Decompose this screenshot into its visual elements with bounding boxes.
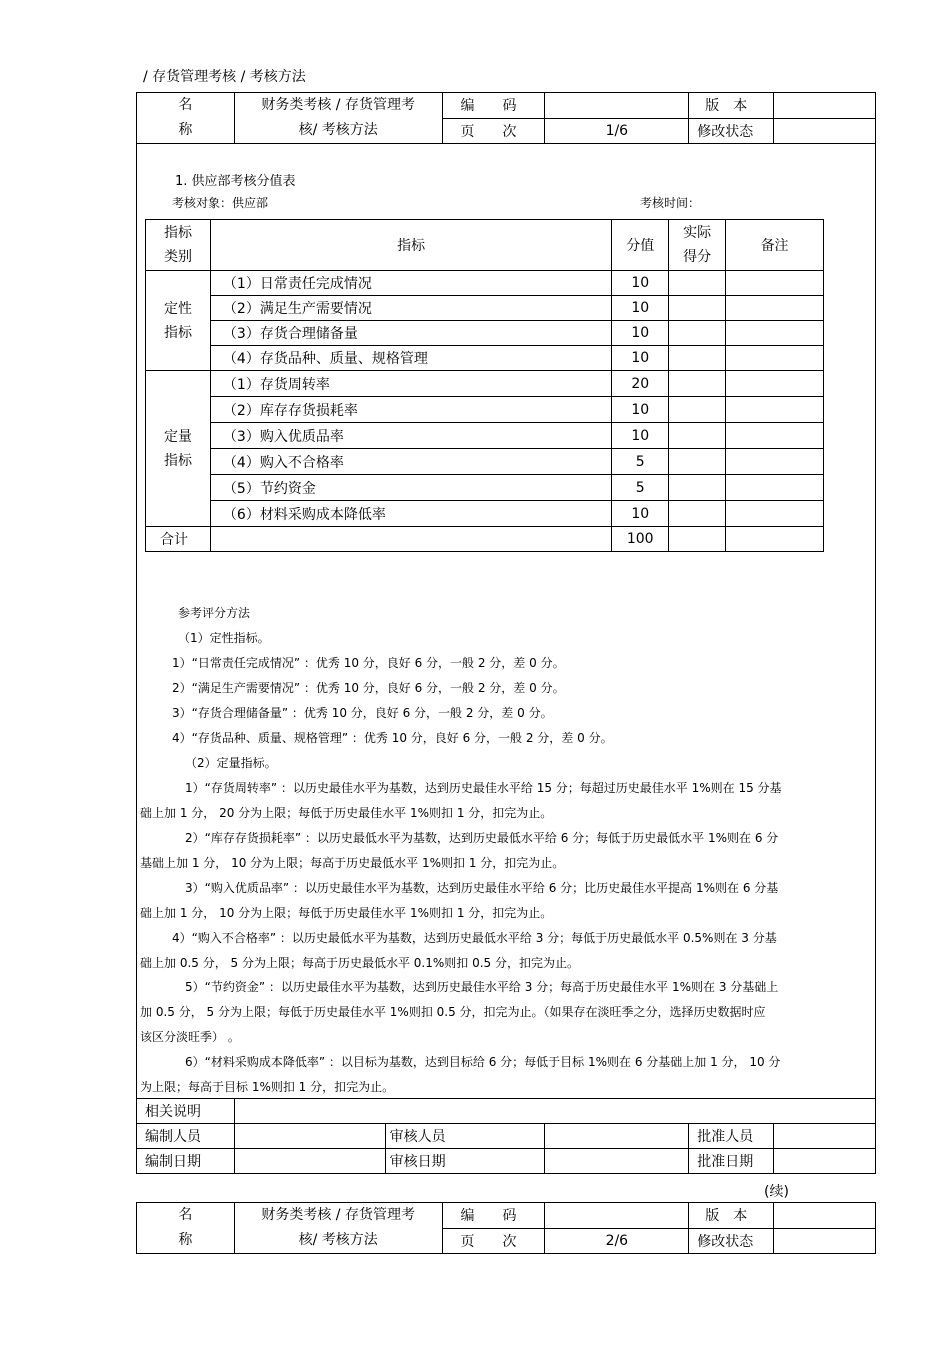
quantitative-line: 1）“存货周转率” ：以历史最佳水平为基数，达到历史最佳水平给 15 分；每超过历史最佳水平 1%则在 15 分基 [185,781,782,795]
breadcrumb: / 存货管理考核 / 考核方法 [143,69,306,85]
quantitative-line: 础上加 1 分， 10 分为上限；每低于历史最佳水平 1%则扣 1 分，扣完为止。 [140,906,553,920]
actual-score [669,501,726,527]
actual-score [669,271,726,296]
author-label: 编制人员 [137,1124,235,1149]
header-actual: 实际 得分 [669,220,726,271]
qualitative-item: 1）“日常责任完成情况” ：优秀 10 分，良好 6 分，一般 2 分，差 0 分。 [172,656,565,670]
total-actual [669,527,726,552]
table-row [146,371,824,397]
quantitative-line: 4）“购入不合格率” ：以历史最低水平为基数，达到历史最低水平给 3 分；每低于历史最低水平 0.5%则在 3 分基 [172,931,777,945]
actual-score [669,346,726,371]
table-row [146,296,824,321]
quantitative-line: 该区分淡旺季） 。 [140,1030,240,1044]
page-label: 页 次 [442,1228,545,1254]
total-indicator [210,527,611,552]
name-label: 名 称 [137,93,235,144]
total-label: 合计 [146,527,211,552]
indicator-score: 10 [612,501,669,527]
page-value: 1/6 [545,118,689,144]
header-score: 分值 [612,220,669,271]
revision-label: 修改状态 [689,118,774,144]
indicator-score: 10 [612,296,669,321]
indicator-score: 20 [612,371,669,397]
version-value [774,93,876,119]
indicator-name: （2）满足生产需要情况 [210,296,611,321]
remark [726,371,824,397]
document-header-table-continued [136,1202,876,1254]
indicator-name: （1）日常责任完成情况 [210,271,611,296]
indicator-name: （3）购入优质品率 [210,423,611,449]
score-table [145,219,824,552]
signoff-table [136,1098,876,1174]
remark [726,423,824,449]
assessment-time: 考核时间： [640,196,701,210]
table-row [146,501,824,527]
section-title: 1. 供应部考核分值表 [175,174,296,189]
remark [726,449,824,475]
remark [726,321,824,346]
quantitative-line: 基础上加 1 分， 10 分为上限；每高于历史最低水平 1%则扣 1 分，扣完为止。 [140,856,565,870]
indicator-score: 10 [612,397,669,423]
approver-value [774,1124,876,1149]
indicator-name: （4）购入不合格率 [210,449,611,475]
quantitative-line: 2）“库存存货损耗率” ：以历史最低水平为基数，达到历史最低水平给 6 分；每低于历史最低水平 1%则在 6 分 [185,831,779,845]
author-date-value [234,1149,385,1174]
document-title: 财务类考核 / 存货管理考 核/ 考核方法 [234,93,442,144]
name-label: 名 称 [137,1203,235,1254]
related-value [234,1099,875,1124]
indicator-score: 10 [612,423,669,449]
indicator-score: 10 [612,346,669,371]
quantitative-heading: （2）定量指标。 [185,756,277,770]
version-value [774,1203,876,1229]
quantitative-line: 础上加 0.5 分， 5 分为上限；每高于历史最低水平 0.1%则扣 0.5 分，扣完为止。 [140,956,579,970]
review-date-value [545,1149,689,1174]
remark [726,346,824,371]
indicator-score: 10 [612,271,669,296]
table-row [146,475,824,501]
qualitative-heading: （1）定性指标。 [178,631,270,645]
indicator-name: （1）存货周转率 [210,371,611,397]
revision-value [774,118,876,144]
header-category: 指标 类别 [146,220,211,271]
qualitative-item: 2）“满足生产需要情况” ：优秀 10 分，良好 6 分，一般 2 分，差 0 分。 [172,681,565,695]
qualitative-item: 4）“存货品种、质量、规格管理” ：优秀 10 分，良好 6 分，一般 2 分，差 0 分。 [172,731,613,745]
review-date-label: 审核日期 [385,1149,545,1174]
total-score: 100 [612,527,669,552]
table-row [146,271,824,296]
quantitative-line: 6）“材料采购成本降低率” ：以目标为基数，达到目标给 6 分；每低于目标 1%则在 6 分基础上加 1 分， 10 分 [185,1055,781,1069]
quantitative-line: 5）“节约资金” ：以历史最佳水平为基数，达到历史最佳水平给 3 分；每高于历史最佳水平 1%则在 3 分基础上 [185,980,779,994]
indicator-name: （5）节约资金 [210,475,611,501]
version-label: 版 本 [689,1203,774,1229]
indicator-score: 10 [612,321,669,346]
approver-label: 批准人员 [689,1124,774,1149]
table-row [146,449,824,475]
header-remark: 备注 [726,220,824,271]
actual-score [669,449,726,475]
author-date-label: 编制日期 [137,1149,235,1174]
indicator-score: 5 [612,475,669,501]
document-title: 财务类考核 / 存货管理考 核/ 考核方法 [234,1203,442,1254]
assessment-target: 考核对象：供应部 [172,196,269,210]
quantitative-category: 定量 指标 [146,371,211,527]
version-label: 版 本 [689,93,774,119]
actual-score [669,371,726,397]
code-value [545,1203,689,1229]
qualitative-category: 定性 指标 [146,271,211,371]
actual-score [669,321,726,346]
document-header-table [136,92,876,144]
related-label: 相关说明 [137,1099,235,1124]
table-row [146,346,824,371]
remark [726,271,824,296]
remark [726,397,824,423]
table-row [146,397,824,423]
page-value: 2/6 [545,1228,689,1254]
code-label: 编 码 [442,1203,545,1229]
reviewer-value [545,1124,689,1149]
indicator-score: 5 [612,449,669,475]
approve-date-value [774,1149,876,1174]
actual-score [669,423,726,449]
indicator-name: （2）库存存货损耗率 [210,397,611,423]
method-title: 参考评分方法 [178,606,251,620]
actual-score [669,296,726,321]
quantitative-line: 3）“购入优质品率” ：以历史最佳水平为基数，达到历史最佳水平给 6 分；比历史最佳水平提高 1%则在 6 分基 [185,881,779,895]
qualitative-item: 3）“存货合理储备量” ：优秀 10 分，良好 6 分，一般 2 分，差 0 分。 [172,706,553,720]
total-row [146,527,824,552]
actual-score [669,397,726,423]
revision-value [774,1228,876,1254]
quantitative-line: 加 0.5 分， 5 分为上限；每低于历史最佳水平 1%则扣 0.5 分，扣完为止。（如果存在淡旺季之分，选择历史数据时应 [140,1005,766,1019]
table-row [146,423,824,449]
quantitative-line: 为上限；每高于目标 1%则扣 1 分，扣完为止。 [140,1080,395,1094]
quantitative-line: 础上加 1 分， 20 分为上限；每低于历史最佳水平 1%则扣 1 分，扣完为止。 [140,806,553,820]
indicator-name: （4）存货品种、质量、规格管理 [210,346,611,371]
code-value [545,93,689,119]
total-remark [726,527,824,552]
indicator-name: （3）存货合理储备量 [210,321,611,346]
remark [726,296,824,321]
approve-date-label: 批准日期 [689,1149,774,1174]
author-value [234,1124,385,1149]
remark [726,475,824,501]
header-indicator: 指标 [210,220,611,271]
reviewer-label: 审核人员 [385,1124,545,1149]
table-row [146,321,824,346]
page-label: 页 次 [442,118,545,144]
remark [726,501,824,527]
continued-label: (续) [764,1184,789,1200]
indicator-name: （6）材料采购成本降低率 [210,501,611,527]
actual-score [669,475,726,501]
revision-label: 修改状态 [689,1228,774,1254]
code-label: 编 码 [442,93,545,119]
